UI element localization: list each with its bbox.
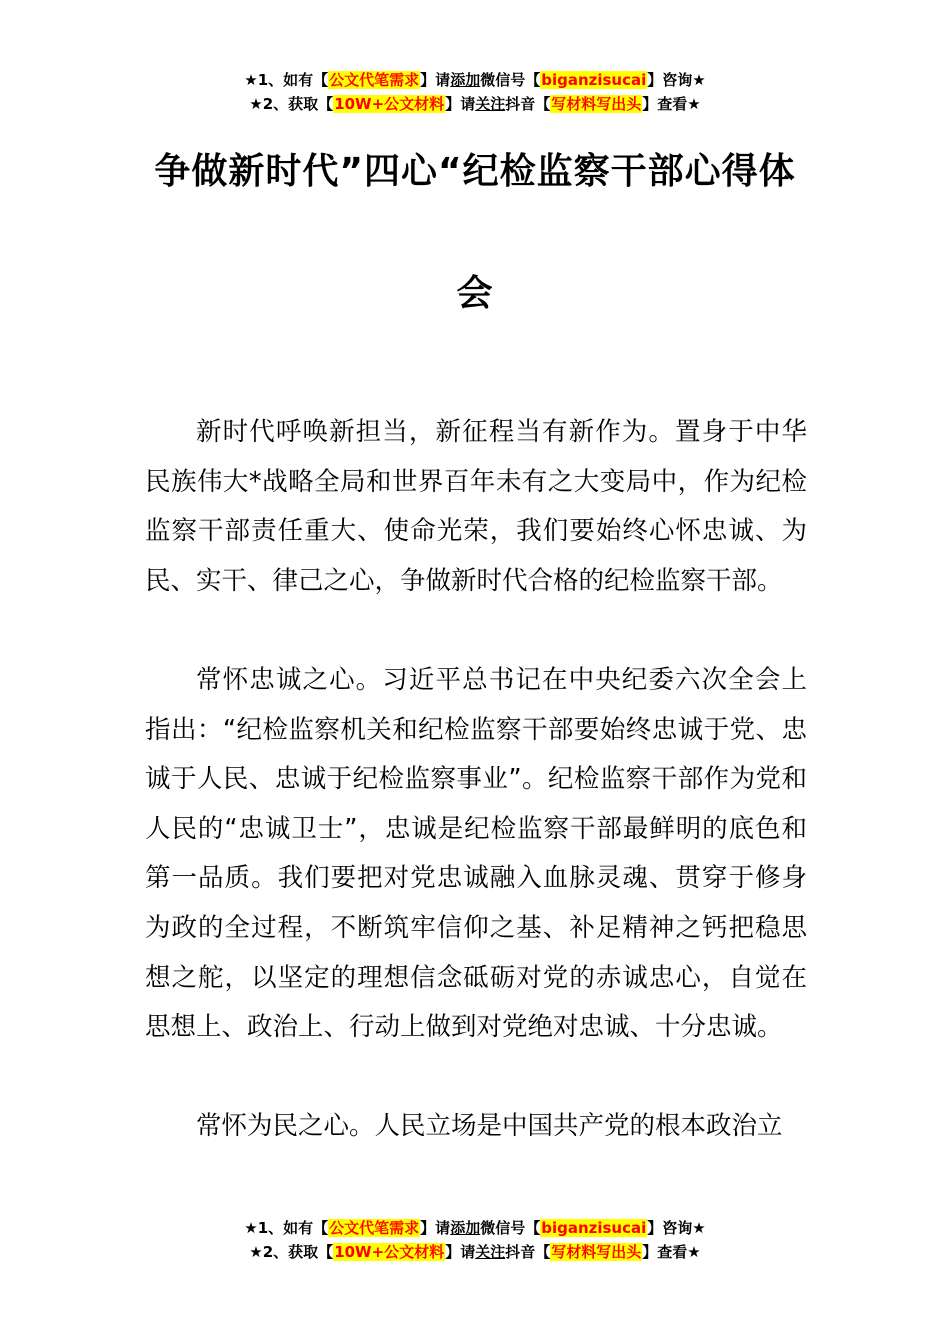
footer-highlight-douyin: 写材料写出头: [551, 1243, 642, 1261]
footer-banner-line-2: ★2、获取【10W+公文材料】请关注抖音【写材料写出头】查看★: [249, 1243, 701, 1261]
footer-highlight-service: 公文代笔需求: [329, 1219, 420, 1237]
paragraph-intro: 新时代呼唤新担当，新征程当有新作为。置身于中华民族伟大*战略全局和世界百年未有之大变局中，作为纪检监察干部责任重大、使命光荣，我们要始终心怀忠诚、为民、实干、律己之心，争做新时代合格的纪检监察干部。: [145, 417, 807, 596]
footer-highlight-wechat-id: biganzisucai: [541, 1219, 647, 1237]
paragraph-people: 常怀为民之心。人民立场是中国共产党的根本政治立: [196, 1111, 783, 1142]
banner-line-1: ★1、如有【公文代笔需求】请添加微信号【biganzisucai】咨询★: [244, 71, 706, 89]
footer-banner: [0, 1216, 950, 1264]
banner-line-2: ★2、获取【10W+公文材料】请关注抖音【写材料写出头】查看★: [249, 95, 701, 113]
highlight-wechat-id: biganzisucai: [541, 71, 647, 89]
document-body: [145, 408, 807, 1202]
title-line-2: 会: [456, 273, 494, 314]
footer-highlight-materials: 10W+公文材料: [334, 1243, 445, 1261]
highlight-materials: 10W+公文材料: [334, 95, 445, 113]
highlight-douyin: 写材料写出头: [551, 95, 642, 113]
document-title: [130, 140, 820, 326]
title-line-1: 争做新时代”四心“纪检监察干部心得体: [154, 151, 796, 192]
highlight-service: 公文代笔需求: [329, 71, 420, 89]
footer-banner-line-1: ★1、如有【公文代笔需求】请添加微信号【biganzisucai】咨询★: [244, 1219, 706, 1237]
paragraph-loyalty: 常怀忠诚之心。习近平总书记在中央纪委六次全会上指出：“纪检监察机关和纪检监察干部要始终忠诚于党、忠诚于人民、忠诚于纪检监察事业”。纪检监察干部作为党和人民的“忠诚卫士”，忠诚是纪检监察干部最鲜明的底色和第一品质。我们要把对党忠诚融入血脉灵魂、贯穿于修身为政的全过程，不断筑牢信仰之基、补足精神之钙把稳思想之舵，以坚定的理想信念砥砺对党的赤诚忠心，自觉在思想上、政治上、行动上做到对党绝对忠诚、十分忠诚。: [145, 664, 807, 1043]
header-banner: [0, 68, 950, 116]
